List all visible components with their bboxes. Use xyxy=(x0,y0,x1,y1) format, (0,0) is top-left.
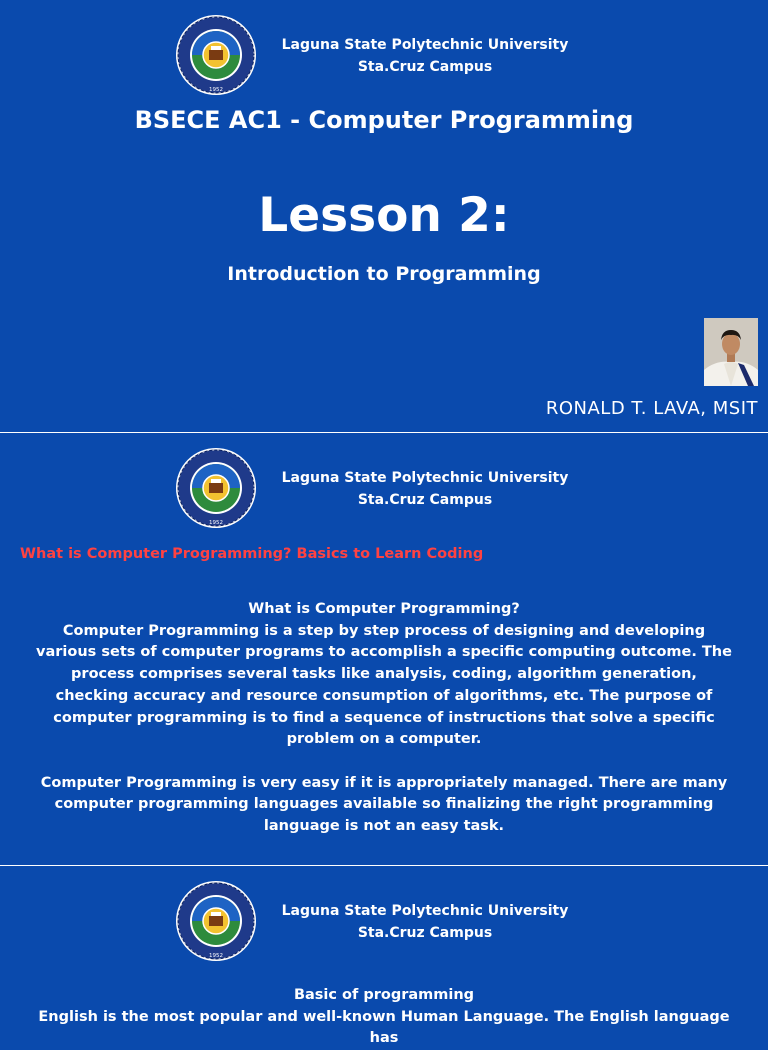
campus-name: Sta.Cruz Campus xyxy=(357,59,493,75)
svg-text:1952: 1952 xyxy=(209,87,223,93)
svg-text:1952: 1952 xyxy=(209,520,223,526)
university-header xyxy=(265,34,585,78)
university-seal-icon xyxy=(175,447,257,529)
slide-title xyxy=(0,0,768,432)
campus-name: Sta.Cruz Campus xyxy=(357,492,493,508)
basics-heading: Basic of programming xyxy=(293,987,475,1003)
definition-paragraph: Computer Programming is a step by step process of designing and developing various sets of computer programs to accomplish a specific computing outcome. The process comprises several tasks like analysis, coding, algorithm generation, checking accuracy and resource consumption of algorithms, etc. The purpose of computer programming is to find a sequence of instructions that solve a specific problem on a computer. xyxy=(36,622,732,748)
university-header xyxy=(265,467,585,511)
svg-text:1952: 1952 xyxy=(209,953,223,959)
slide-basics xyxy=(0,866,768,1047)
basics-body xyxy=(34,985,734,1050)
section-heading: What is Computer Programming? Basics to Learn Coding xyxy=(20,546,484,562)
campus-name: Sta.Cruz Campus xyxy=(357,925,493,941)
languages-paragraph: Computer Programming is very easy if it is appropriately managed. There are many computer programming languages available so finalizing the right programming language is not an easy task. xyxy=(40,774,728,835)
author-name: RONALD T. LAVA, MSIT xyxy=(545,398,758,419)
university-seal-icon xyxy=(175,880,257,962)
slide-definition xyxy=(0,433,768,865)
definition-question: What is Computer Programming? xyxy=(248,601,520,617)
lesson-title: Lesson 2: xyxy=(258,188,510,243)
course-title: BSECE AC1 - Computer Programming xyxy=(134,106,634,134)
author-photo xyxy=(704,318,758,386)
definition-body xyxy=(34,599,734,838)
lesson-subtitle: Introduction to Programming xyxy=(227,263,541,285)
university-header xyxy=(265,900,585,944)
university-name: Laguna State Polytechnic University xyxy=(281,37,569,53)
basics-paragraph: English is the most popular and well-known Human Language. The English language has xyxy=(38,1008,730,1047)
university-name: Laguna State Polytechnic University xyxy=(281,903,569,919)
university-seal-icon xyxy=(175,14,257,96)
author-portrait-image xyxy=(704,318,758,386)
university-name: Laguna State Polytechnic University xyxy=(281,470,569,486)
